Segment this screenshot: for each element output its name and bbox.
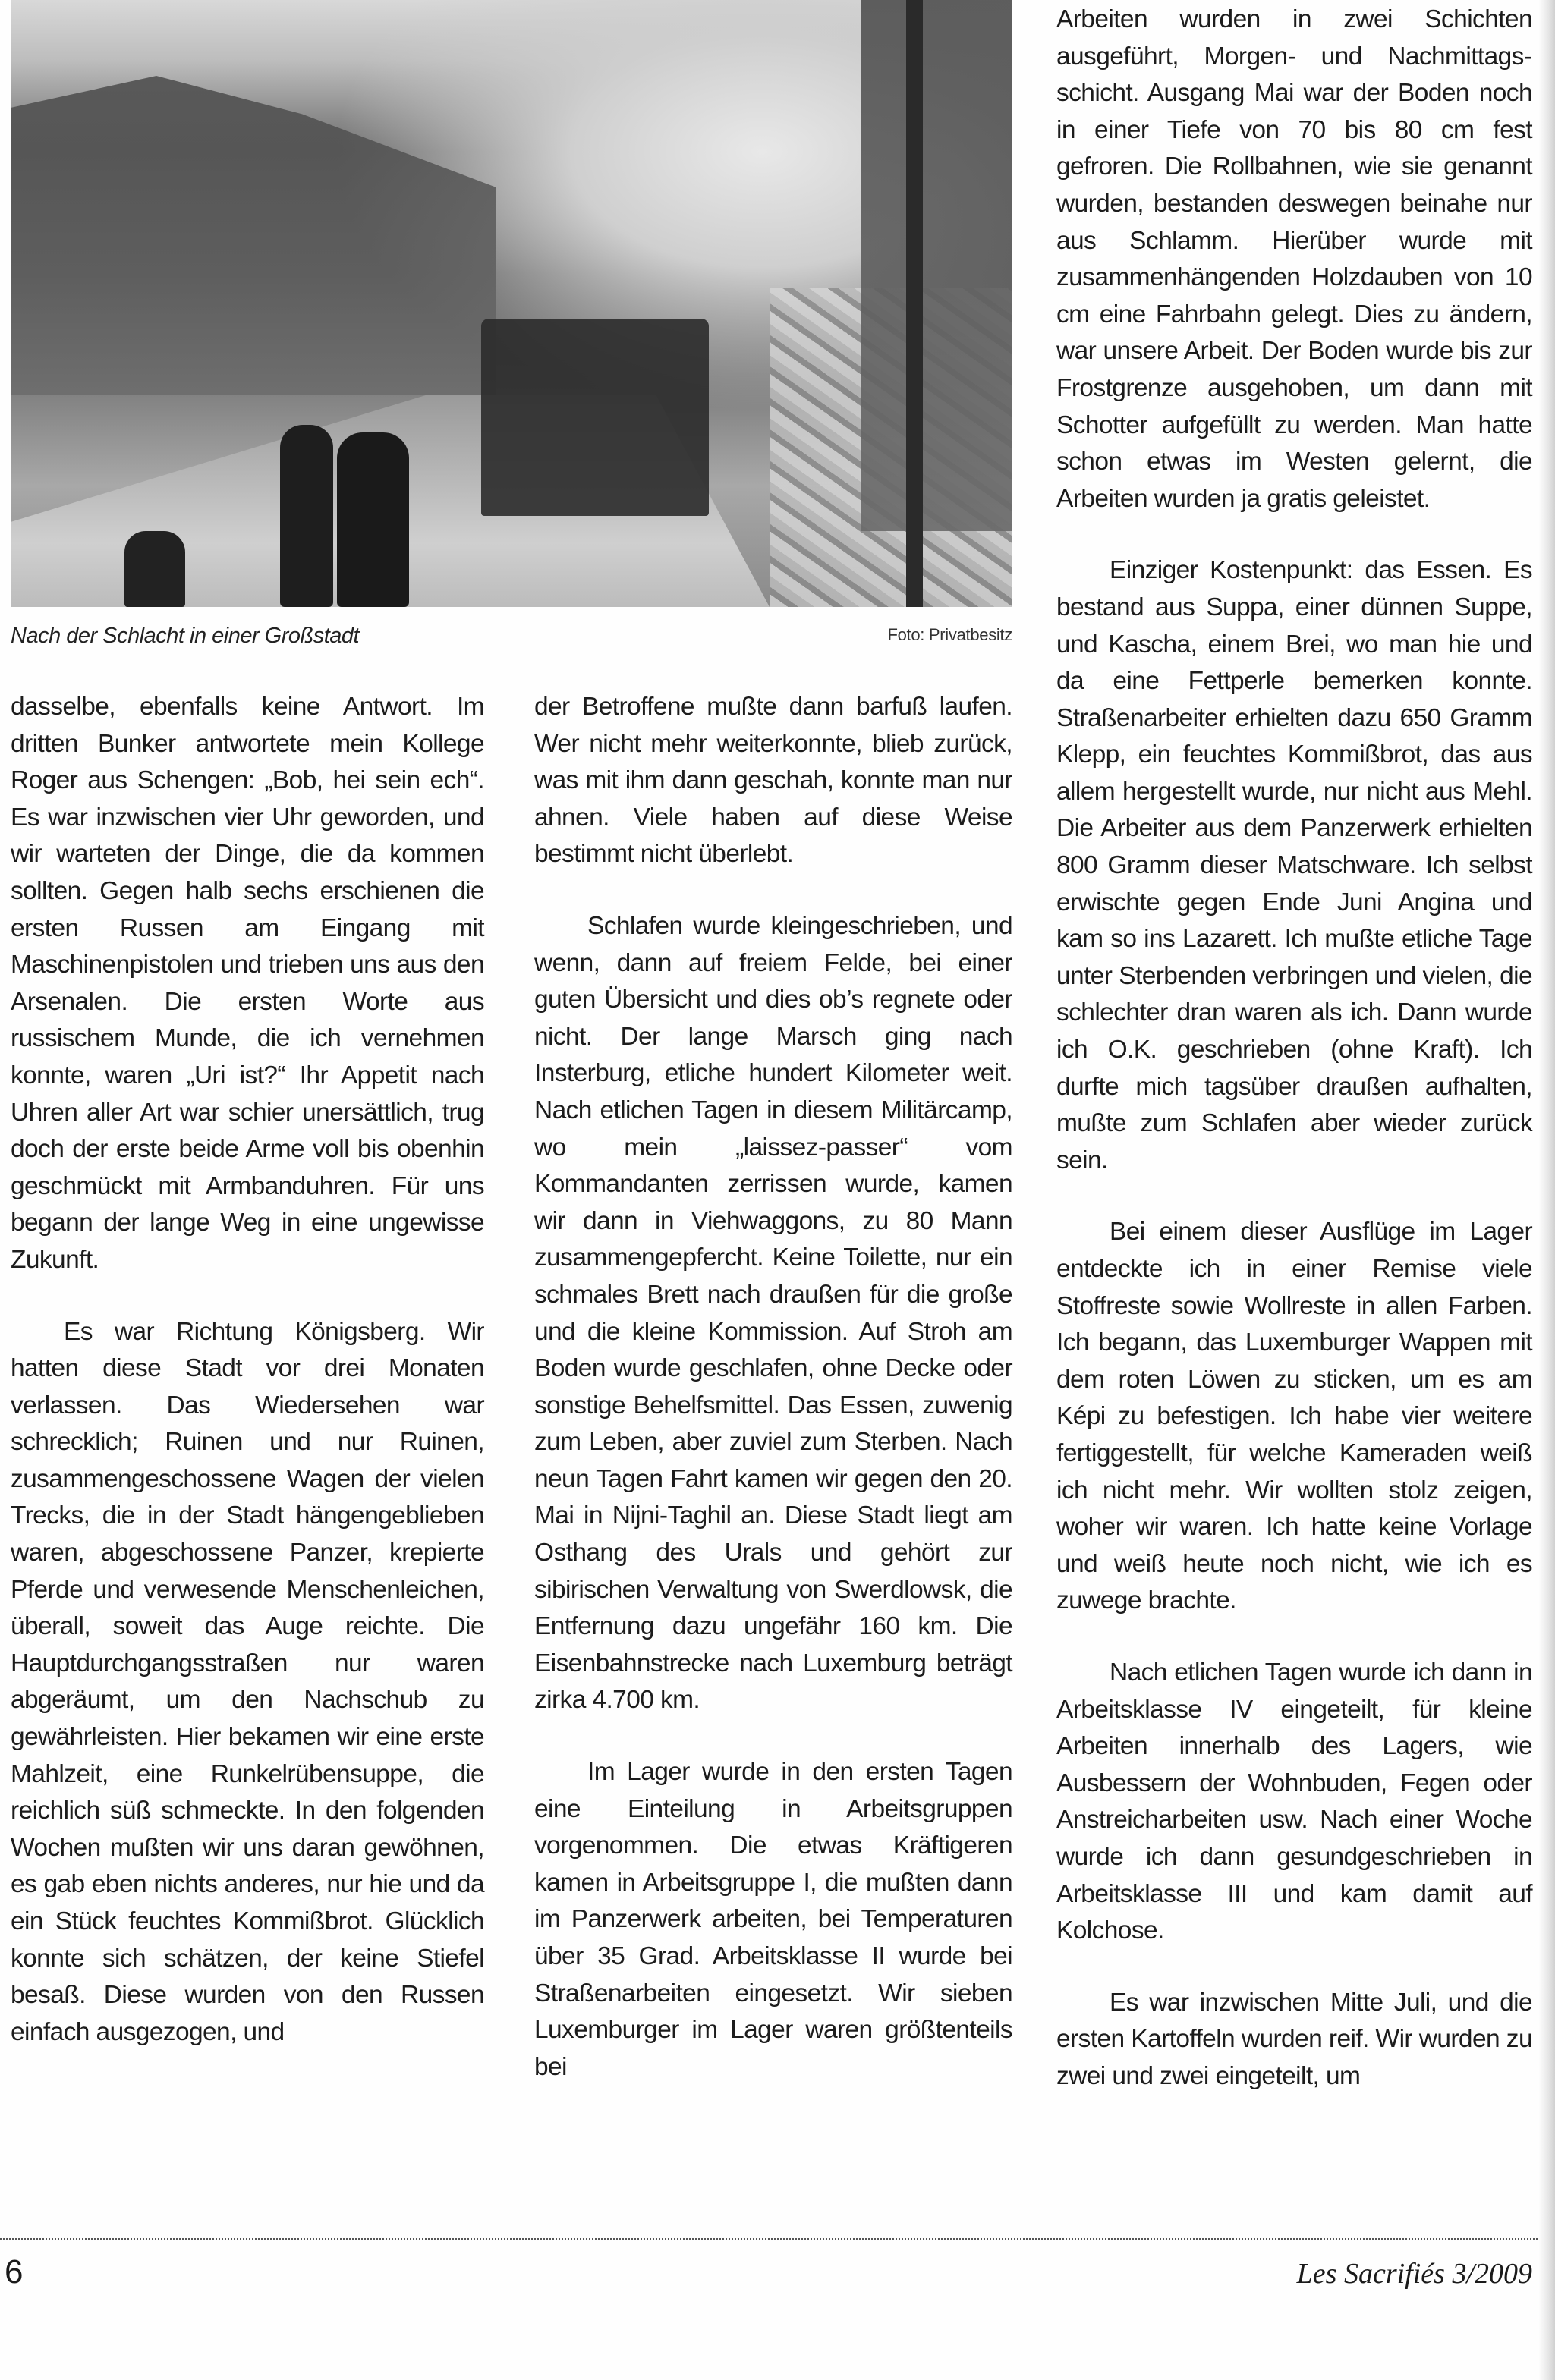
paragraph: Nach etlichen Tagen wurde ich dann in Arbeitsklasse IV eingeteilt, für kleine Arbeiten innerhalb des Lagers, wie Ausbessern der Wohnbuden, Fegen oder Anstreicharbeiten usw. Nach einer Woche wurde ich dann gesundgeschrieben in Arbeitsklasse III und kam damit auf Kolchose. bbox=[1056, 1658, 1532, 1945]
page-number: 6 bbox=[5, 2253, 24, 2290]
truck bbox=[481, 319, 709, 516]
paragraph: Im Lager wurde in den ersten Tagen eine Einteilung in Arbeitsgruppen vorgenommen. Die etwas Kräftigeren kamen in Arbeitsgruppe I, die mußten dann im Panzerwerk arbeiten, bei Temperaturen über 35 Grad. Arbeitsklasse II wurde bei Straßenarbeiten eingesetzt. Wir sieben Luxemburger im Lager waren größtenteils bei bbox=[534, 1758, 1012, 2081]
paragraph: Schlafen wurde kleingeschrieben, und wenn, dann auf freiem Felde, bei einer guten Übersicht und dies ob’s regnete oder nicht. Der lange Marsch ging nach Insterburg, etliche hundert Kilometer weit. Nach etlichen Tagen in diesem Militärcamp, wo mein „laissez-passer“ vom Kommandanten zerrissen wurde, kamen wir dann in Viehwaggons, zu 80 Mann zusammengepfercht. Keine Toilette, nur ein schmales Brett nach draußen für die große und die kleine Kommission. Auf Stroh am Boden wurde geschlafen, ohne Decke oder sonstige Behelfsmittel. Das Essen, zuwenig zum Leben, aber zuviel zum Sterben. Nach neun Tagen Fahrt kamen wir gegen den 20. Mai in Nijni-Taghil an. Diese Stadt liegt am Osthang des Urals und gehört zur sibirischen Verwaltung von Swerdlowsk, die Entfernung dazu ungefähr 160 km. Die Eisenbahnstrecke nach Luxemburg beträgt zirka 4.700 km. bbox=[534, 911, 1012, 1715]
war-street-photo bbox=[11, 0, 1012, 607]
text-column-2 bbox=[534, 689, 1012, 2086]
paragraph: Arbeiten wurden in zwei Schichten ausgeführt, Morgen- und Nachmittagsschicht. Ausgang Mai war der Boden noch in einer Tiefe von 70 bis 80 cm fest gefroren. Die Rollbahnen, wie sie genannt wurden, bestanden deswegen beinahe nur aus Schlamm. Hierüber wurde mit zusammenhängenden Holzdauben von 10 cm eine Fahrbahn gelegt. Dies zu ändern, war unsere Arbeit. Der Boden wurde bis zur Frostgrenze ausgehoben, um dann mit Schotter aufgefüllt zu werden. Man hatte schon etwas im Westen gelernt, die Arbeiten wurden ja gratis geleistet. bbox=[1056, 5, 1532, 513]
paragraph: der Betroffene mußte dann barfuß laufen. Wer nicht mehr weiterkonnte, blieb zurück, was mit ihm dann geschah, konnte man nur ahnen. Viele haben auf diese Weise bestimmt nicht überlebt. bbox=[534, 693, 1012, 869]
scan-edge-shadow bbox=[1538, 0, 1555, 2380]
lamp-pole bbox=[906, 0, 923, 607]
figure-child bbox=[124, 531, 185, 607]
footer-dotted-rule bbox=[0, 2238, 1541, 2240]
paragraph: Bei einem dieser Ausflüge im Lager entdeckte ich in einer Remise viele Stoffreste sowie Wollreste in allen Farben. Ich begann, das Luxemburger Wappen mit dem roten Löwen zu sticken, um es am Képi zu befestigen. Ich habe vier weitere fertiggestellt, für welche Kameraden weiß ich nicht mehr. Wir wollten stolz zeigen, woher wir waren. Ich hatte keine Vorlage und weiß heute noch nicht, wie ich es zuwege brachte. bbox=[1056, 1218, 1532, 1615]
text-column-3 bbox=[1056, 2, 1532, 2095]
figure-soldier bbox=[337, 432, 409, 607]
photo-credit: Foto: Privatbesitz bbox=[887, 625, 1012, 644]
journal-title: Les Sacrifiés 3/2009 bbox=[1296, 2258, 1532, 2290]
figure-soldier bbox=[280, 425, 333, 607]
ruined-buildings-right bbox=[861, 0, 1012, 531]
paragraph: Es war inzwischen Mitte Juli, und die ersten Kartoffeln wurden reif. Wir wurden zu zwei und zwei eingeteilt, um bbox=[1056, 1988, 1532, 2090]
text-column-1 bbox=[11, 689, 484, 2051]
paragraph: Einziger Kostenpunkt: das Essen. Es bestand aus Suppa, einer dünnen Suppe, und Kascha, einem Brei, wo man hie und da eine Fettperle bemerken konnte. Straßenarbeiter erhielten dazu 650 Gramm Klepp, ein feuchtes Kommißbrot, das aus allem hergestellt wurde, nur nicht aus Mehl. Die Arbeiter aus dem Panzerwerk erhielten 800 Gramm dieser Matschware. Ich selbst erwischte gegen Ende Juni Angina und kam so ins Lazarett. Ich mußte etliche Tage unter Sterbenden verbringen und vielen, die schlechter dran waren als ich. Dann wurde ich O.K. geschrieben (ohne Kraft). Ich durfte mich tagsüber draußen aufhalten, mußte zum Schlafen aber wieder zurück sein. bbox=[1056, 556, 1532, 1174]
ruined-buildings-left bbox=[11, 76, 496, 395]
paragraph: Es war Richtung Königsberg. Wir hatten diese Stadt vor drei Monaten verlassen. Das Wiedersehen war schrecklich; Ruinen und nur Ruinen, zusammengeschossene Wagen der vielen Trecks, die in der Stadt hängengeblieben waren, abgeschossene Panzer, krepierte Pferde und verwesende Menschenleichen, überall, soweit das Auge reichte. Die Hauptdurchgangsstraßen nur waren abgeräumt, um den Nachschub zu gewährleisten. Hier bekamen wir eine erste Mahlzeit, eine Runkelrübensuppe, die reichlich süß schmeckte. In den folgenden Wochen mußten wir uns daran gewöhnen, es gab eben nichts anderes, nur hie und da ein Stück feuchtes Kommißbrot. Glücklich konnte sich schätzen, der keine Stiefel besaß. Diese wurden von den Russen einfach ausgezogen, und bbox=[11, 1317, 484, 2046]
paragraph: dasselbe, ebenfalls keine Antwort. Im dritten Bunker antwortete mein Kollege Roger aus Schengen: „Bob, hei sein ech“. Es war inzwischen vier Uhr geworden, und wir warteten der Dinge, die da kommen sollten. Gegen halb sechs erschienen die ersten Russen am Eingang mit Maschinenpistolen und trieben uns aus den Arsenalen. Die ersten Worte aus russischem Munde, die ich vernehmen konnte, waren „Uri ist?“ Ihr Appetit nach Uhren aller Art war schier unersättlich, trug doch der erste beide Arme voll bis obenhin geschmückt mit Armbanduhren. Für uns begann der lange Weg in eine ungewisse Zukunft. bbox=[11, 693, 484, 1274]
photo-caption: Nach der Schlacht in einer Großstadt bbox=[11, 624, 360, 648]
photo-caption-row bbox=[11, 624, 1012, 654]
